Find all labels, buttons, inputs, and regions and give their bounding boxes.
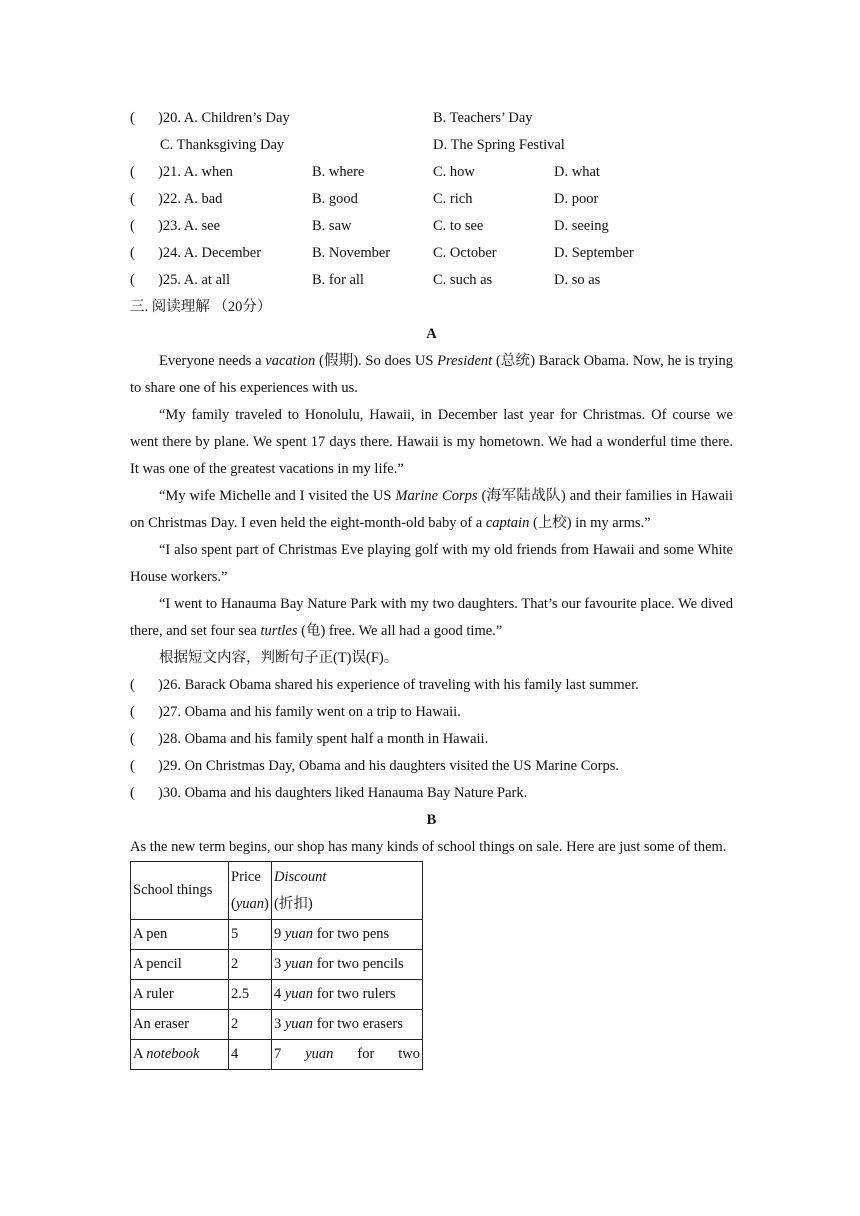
worksheet-page <box>130 105 733 1070</box>
section-title: 三. 阅读理解 （20分） <box>130 299 272 315</box>
table-row <box>131 1040 423 1070</box>
answer-bracket[interactable]: ( <box>130 245 135 261</box>
question-text: )26. Barack Obama shared his experience of traveling with his family last summer. <box>158 677 639 693</box>
answer-bracket[interactable]: ( <box>130 272 135 288</box>
answer-bracket[interactable]: ( <box>130 731 135 747</box>
passage-a-paragraph-2: “My family traveled to Honolulu, Hawaii, in December last year for Christmas. Of course we went there by plane. We spent 17 days there. Hawaii is my hometown. We had a wonderful time there. It was one of the greatest vacations in my life.” <box>130 407 733 477</box>
option-c: C. how <box>433 164 475 180</box>
cell-price: 2 <box>229 950 272 980</box>
cell-discount: 3 yuan for two pencils <box>272 950 423 980</box>
option-c: C. rich <box>433 191 473 207</box>
tf-question-30 <box>130 780 733 807</box>
option-d: D. so as <box>554 272 601 288</box>
tf-question-27 <box>130 699 733 726</box>
answer-bracket[interactable]: ( <box>130 164 135 180</box>
header-school-things: School things <box>131 862 229 920</box>
question-text: )28. Obama and his family spent half a month in Hawaii. <box>158 731 489 747</box>
table-row <box>131 950 423 980</box>
cell-discount: 3 yuan for two erasers <box>272 1010 423 1040</box>
cell-discount: 4 yuan for two rulers <box>272 980 423 1010</box>
cell-price: 5 <box>229 920 272 950</box>
option-b: B. where <box>312 164 365 180</box>
passage-a-paragraph-5: “I went to Hanauma Bay Nature Park with my two daughters. That’s our favourite place. We dived there, and set four sea turtles (龟) free. We all had a good time.” <box>130 596 733 639</box>
cell-discount: 7 yuan for two <box>272 1040 423 1070</box>
answer-bracket[interactable]: ( <box>130 758 135 774</box>
answer-bracket[interactable]: ( <box>130 785 135 801</box>
answer-bracket[interactable]: ( <box>130 110 135 126</box>
option-a: )22. A. bad <box>158 191 223 207</box>
mcq-row-24 <box>130 240 733 267</box>
cell-item: A pencil <box>131 950 229 980</box>
cell-discount: 9 yuan for two pens <box>272 920 423 950</box>
passage-b-heading: B <box>426 812 437 828</box>
header-discount: Discount (折扣) <box>272 862 423 920</box>
table-header-row <box>131 862 423 920</box>
option-b: B. for all <box>312 272 364 288</box>
option-a: )20. A. Children’s Day <box>158 110 290 126</box>
mcq-row-20 <box>130 105 733 132</box>
option-a: )24. A. December <box>158 245 262 261</box>
cell-item: An eraser <box>131 1010 229 1040</box>
option-d: D. seeing <box>554 218 609 234</box>
option-b: B. November <box>312 245 391 261</box>
passage-b-intro: As the new term begins, our shop has many kinds of school things on sale. Here are just some of them. <box>130 839 727 855</box>
answer-bracket[interactable]: ( <box>130 704 135 720</box>
cell-item: A notebook <box>131 1040 229 1070</box>
answer-bracket[interactable]: ( <box>130 677 135 693</box>
table-row <box>131 920 423 950</box>
option-c: C. to see <box>433 218 484 234</box>
option-a: )21. A. when <box>158 164 233 180</box>
mcq-row-25 <box>130 267 733 294</box>
table-row <box>131 1010 423 1040</box>
option-c: C. Thanksgiving Day <box>160 137 285 153</box>
option-c: C. October <box>433 245 497 261</box>
tf-question-28 <box>130 726 733 753</box>
option-d: D. September <box>554 245 634 261</box>
table-row <box>131 980 423 1010</box>
question-text: )29. On Christmas Day, Obama and his daughters visited the US Marine Corps. <box>158 758 619 774</box>
answer-bracket[interactable]: ( <box>130 218 135 234</box>
tf-instruction: 根据短文内容，判断句子正(T)误(F)。 <box>159 650 399 666</box>
tf-question-26 <box>130 672 733 699</box>
answer-bracket[interactable]: ( <box>130 191 135 207</box>
header-price: Price (yuan) <box>229 862 272 920</box>
tf-question-29 <box>130 753 733 780</box>
option-a: )23. A. see <box>158 218 221 234</box>
passage-a-paragraph-1: Everyone needs a vacation (假期). So does US President (总统) Barack Obama. Now, he is trying to share one of his experiences with us. <box>130 353 733 396</box>
mcq-row-20-cont <box>130 132 733 159</box>
cell-item: A ruler <box>131 980 229 1010</box>
mcq-block <box>130 105 733 294</box>
tf-questions <box>130 672 733 807</box>
mcq-row-22 <box>130 186 733 213</box>
question-text: )27. Obama and his family went on a trip to Hawaii. <box>158 704 461 720</box>
option-b: B. saw <box>312 218 352 234</box>
option-d: D. poor <box>554 191 599 207</box>
passage-a-paragraph-4: “I also spent part of Christmas Eve playing golf with my old friends from Hawaii and some White House workers.” <box>130 542 733 585</box>
option-d: D. what <box>554 164 600 180</box>
price-table <box>130 861 423 1070</box>
mcq-row-23 <box>130 213 733 240</box>
cell-price: 4 <box>229 1040 272 1070</box>
cell-price: 2 <box>229 1010 272 1040</box>
mcq-row-21 <box>130 159 733 186</box>
cell-item: A pen <box>131 920 229 950</box>
option-c: C. such as <box>433 272 493 288</box>
passage-a-heading: A <box>426 326 437 342</box>
cell-price: 2.5 <box>229 980 272 1010</box>
question-text: )30. Obama and his daughters liked Hanauma Bay Nature Park. <box>158 785 528 801</box>
option-b: B. Teachers’ Day <box>433 110 533 126</box>
passage-a-paragraph-3: “My wife Michelle and I visited the US Marine Corps (海军陆战队) and their families in Hawaii on Christmas Day. I even held the eight-month-old baby of a captain (上校) in my arms.” <box>130 488 733 531</box>
option-b: B. good <box>312 191 358 207</box>
option-d: D. The Spring Festival <box>433 137 565 153</box>
option-a: )25. A. at all <box>158 272 231 288</box>
